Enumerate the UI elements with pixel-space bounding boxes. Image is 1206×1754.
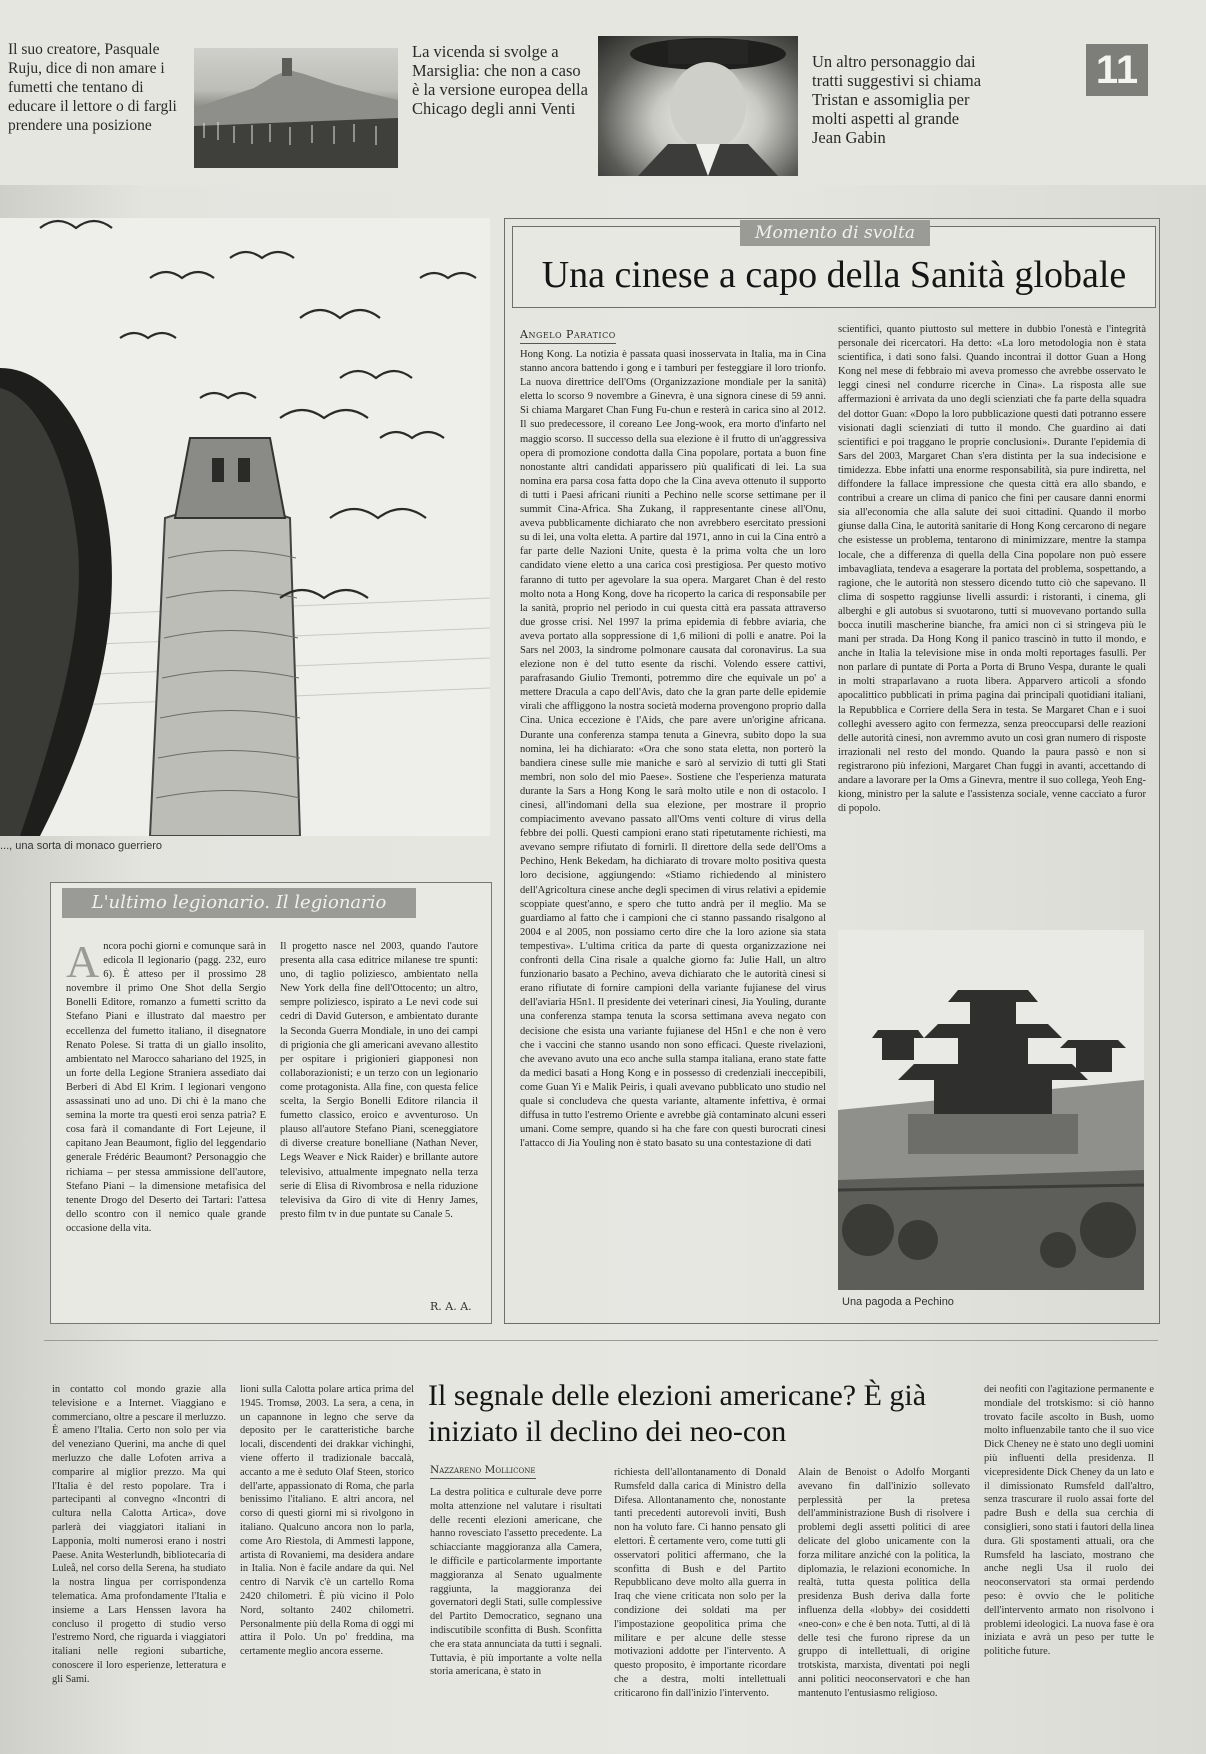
side-article-text-1: ncora pochi giorni e comunque sarà in edicola Il legionario (pagg. 232, euro 6). È atteso per il prossimo 28 novembre il primo One Shot della Sergio Bonelli Editore, romanzo a fumetti scritto da Stefano Piani e illustrato dal maestro per eccellenza del fumetto italiano, il disegnatore Renato Polese. Si tratta di un giallo insolito, ambientato nel Marocco sahariano del 1925, in un forte della Legione Straniera assediato dai Berberi di Abd El Krim. I legionari vengono assassinati uno ad uno. Di chi è la mano che semina la morte tra questi eroi senza patria? E cosa farà il comandante di Fort Lejeune, il capitano Jean Beaumont, figlio del leggendario generale Frédéric Beaumont? Personaggio che richiama – per stessa ammissione dell'autore, Stefano Piani – la dimensione metafisica del tenente Drogo del Deserto dei Tartari: l'attesa dello scontro con il nemico quale grande occasione della vita.: [66, 941, 266, 1234]
pagoda-photo-caption: Una pagoda a Pechino: [842, 1296, 954, 1308]
bottom-column-1: in contatto col mondo grazie alla televisione e a Internet. Viaggiano e commerciano, oltre a pescare il merluzzo. È ameno l'Italia. Certo non solo per via del veneziano Querini, ma anche di quel merluzzo che dalle Lofoten arriva a comparire al miglior prezzo. Ma qui l'Italia è del resto popolare. Tra i partecipanti al convegno «Incontri di cultura nella Calotta Artica», dove parlerà dei viaggiatori italiani in Lapponia, molti numerosi erano i nostri Paese. Anita Westerlundh, bibliotecaria di Luleå, nel corso della Serena, ha studiato la nostra lingua per corrispondenza telematica. Ama profondamente l'Italia e insieme a Lars Henssen lavora ha concluso il progetto di studio verso l'estremo Nord, che riguarda i viaggiatori italiani nelle regioni subartiche, conoscere il loro esperienze, letteratura e gli Sami.: [52, 1384, 226, 1685]
main-article-byline: Angelo Paratico: [520, 328, 616, 344]
strip-caption-left: Il suo creatore, Pasquale Ruju, dice di non amare i fumetti che tentano di educare il lettore o di fargli prendere una posizione: [8, 41, 177, 134]
side-article-column-1: [66, 936, 266, 1236]
main-article-title: Una cinese a capo della Sanità globale: [541, 254, 1127, 296]
main-article-column-1: Hong Kong. La notizia è passata quasi inosservata in Italia, ma in Cina stanno ancora battendo i gong e i tamburi per festeggiare il loro trionfo. La nuova direttrice dell'Oms (Organizzazione mondiale per la sanità) eletta lo scorso 9 novembre a Ginevra, è una signora cinese di 59 anni. Si chiama Margaret Chan Fung Fu-chun e resterà in carica sino al 2012. Il suo predecessore, il coreano Lee Jong-wook, era morto d'infarto nel maggio scorso. Il successo della sua elezione è il frutto di un'aggressiva opera di promozione condotta dalla Cina popolare, portata a buon fine nonostante altri candidati apparissero più qualificati di lei. La sua nomina era parsa cosa fatta dopo che la Cina aveva ottenuto il supporto di tutti i Paesi africani riuniti a Pechino nelle scorse settimane per il summit Cina-Africa. Sha Zukang, il rappresentante cinese all'Onu, aveva pubblicamente dichiarato che non avrebbero esercitato pressioni su di lei, una volta eletta. A partire dal 1971, anno in cui la Cina entrò a far parte delle Nazioni Unite, questa è la prima volta che un loro candidato viene eletto a una carica così prestigiosa. Per questo motivo faranno di tutto per agevolare la sua opera. Margaret Chan è del resto molto nota a Hong Kong, dove ha ricoperto la carica di responsabile per la sanità, proprio nel periodo in cui questa città era passata attraverso due grosse crisi. Nel 1997 la prima epidemia di febbre aviaria, che aveva portato alla soppressione di 1,6 milioni di polli e anatre. Poi la Sars nel 2003, la sindrome polmonare causata dal coronavirus. La sua elezione non è del tutto esente da rischi. Volendo essere cattivi, parafrasando Giulio Tremonti, potremmo dire che equivale un po' a mettere Dracula a capo dell'Avis, dato che la gran parte delle epidemie virali che affliggono la nostra società moderna provengono proprio dalla Cina. Unica eccezione è l'Aids, che pare avere un'origine africana. Durante una conferenza stampa tenuta a Ginevra, subito dopo la sua nomina, lei ha dichiarato: «Ora che sono stata eletta, non porterò la bandiera cinese sulle mie maniche e sarò al servizio di tutti gli Stati membri, non solo del mio Paese». Sostiene che l'esperienza maturata durante la Sars a Hong Kong le sarà molto utile e non di ostacolo. I cinesi, all'indomani della sua elezione, per mostrare il proprio compiacimento avevano passato all'Oms venti colture di virus della febbre dei polli. Questi campioni erano stati ripetutamente richiesti, ma avevano sempre rifiutato di fornirli. Il direttore della sede dell'Oms a Pechino, Henk Bekedam, ha dichiarato di trovare molto positiva questa loro decisione, aggiungendo: «Stiamo richiedendo al ministero dell'Agricoltura cinese anche degli specimen di virus relativi a epidemie scoppiate quest'anno, e spero che tutto andrà per il meglio. Ma se guardiamo al fatto che i campioni che ci stanno passando risalgono al 2004 e al 2005, non possiamo certo dire che la loro azione sia stata tempestiva». L'ultima critica da parte di questa organizzazione nei confronti della Cina risale a qualche giorno fa: Julie Hall, un altro funzionario basato a Pechino, aveva dichiarato che le autorità cinesi si erano rifiutate di fornire campioni della variante fujianese del virus dell'aviaria H5n1. Il presidente dei veterinari cinesi, Jia Youling, durante una conferenza stampa tenuta la scorsa settimana aveva negato con decisione che esista una variante fujianese del H5n1 e che non è vero che i vaccini che stanno usando non sono efficaci. Queste rivelazioni, che avevano avuto una eco anche sulla stampa italiana, erano state fatte da medici basati a Hong Kong e in possesso di credenziali ineccepibili, come Guan Yi e Malik Peiris, i quali avevano pubblicato uno studio nel quale si concludeva che questa variante, altamente infettiva, è ormai diffusa in tutto l'estremo Oriente e avrebbe già contaminato alcuni esseri umani. Come sempre, quando si ha che fare con questi burocrati cinesi l'attacco di Jia Youling non è stato basato su una contestazione di dati: [520, 349, 826, 1150]
dropcap: A: [66, 936, 100, 987]
bottom-article-title: Il segnale delle elezioni americane? È già iniziato il declino dei neo-con: [428, 1379, 927, 1448]
bottom-column-3: La destra politica e culturale deve porre molta attenzione nel valutare i risultati delle recenti elezioni americane, che hanno rovesciato l'assetto precedente. La schiacciante maggioranza alla Camera, le difficile e particolarmente importante maggioranza al Senato ugualmente raggiunta, la maggioranza dei governatori degli Stati, sulle complessive del Partito Democratico, segnano una indiscutibile sconfitta di Bush. Sconfitta che era stata annunciata da tutti i segnali. Tuttavia, è più importante a volte nella storia americana, è stato in: [430, 1487, 602, 1678]
page-number: 11: [1086, 44, 1148, 96]
strip-caption-middle: La vicenda si svolge a Marsiglia: che non a caso è la versione europea della Chicago degli anni Venti: [412, 42, 588, 118]
pagoda-photo: [838, 930, 1144, 1290]
bottom-column-2: lioni sulla Calotta polare artica prima del 1945. Tromsø, 2003. La sera, a cena, in un capannone in legno che serve da deposito per le caratteristiche barche locali, discendenti dei drakkar vichinghi, viene offerto il tradizionale baccalà, accanto a me è seduto Olaf Steen, storico dell'arte, appassionato di Roma, che parla benissimo l'italiano. E altri ancora, nel corso di questi giorni mi si rivolgono in italiano. Qualcuno ancora non lo parla, come Aro Riestola, di Ammesti lappone, artista di Rovaniemi, ma desidera andare in Italia. Non è facile andare da qui. Nel centro di Narvik c'è un cartello Roma 2420 chilometri. È più vicino il Polo Nord, soltanto 2402 chilometri. Personalmente più della Roma di oggi mi attira il Polo. Un po' freddina, ma certamente meglio ancora esserne.: [240, 1384, 414, 1658]
marseille-photo: [194, 48, 398, 168]
side-article-signature: R. A. A.: [430, 1300, 472, 1313]
bottom-divider-top: [44, 1340, 1158, 1341]
side-article-column-2: Il progetto nasce nel 2003, quando l'autore presenta alla casa editrice milanese tre spunti: uno, di taglio poliziesco, ambientato nella New York della fine dell'Ottocento; un altro, sempre poliziesco, ispirato a Le nevi code sui cedri di David Guterson, e ambientato durante la Seconda Guerra Mondiale, in uno dei campi di prigionia che gli americani avevano allestito per ospitare i prigionieri giapponesi non collaborazionisti; e un terzo con un legionario come protagonista. Alla fine, con questa felice scelta, la Sergio Bonelli Editore rilancia il fumetto classico, eroico e avventuroso. Un plauso all'autore Stefano Piani, sceneggiatore di diverse creature bonelliane (Nathan Never, Legs Weaver e Nick Raider) e brillante autore televisivo, attualmente impegnato nella terza serie di Elisa di Rivombrosa e nella riduzione televisiva da Giro di vite di Henry James, presto film tv in due puntate su Canale 5.: [280, 941, 478, 1220]
strip-caption-right: Un altro personaggio dai tratti suggestivi si chiama Tristan e assomiglia per molti aspetti al grande Jean Gabin: [812, 52, 982, 147]
bottom-column-6: dei neofiti con l'agitazione permanente e mondiale del trotskismo: si ciò hanno trovato facile ascolto in Bush, uomo molto influenzabile tanto che il suo vice Dick Cheney ne è stato uno degli uomini più influenti della presidenza. Il vicepresidente Dick Cheney da un lato e il dimissionato Rumsfeld dall'altro, senza trascurare il ruolo assai forte del padre Bush e della sua cerchia di consiglieri, sono stati i fautori della linea dura. Gli spostamenti attuali, ora che Rumsfeld ha lasciato, mostrano che anche negli Usa il ruolo dei neoconservatori sta ormai perdendo peso: è ovvio che le politiche dell'intervento armato non risolvono i problemi ideologici. La nuova fase è ora iniziata e avrà un peso per tutte le politiche future.: [984, 1384, 1154, 1658]
comic-illustration: [0, 218, 490, 836]
main-article-column-2: scientifici, quanto piuttosto sul mettere in dubbio l'onestà e l'integrità personale dei ricercatori. Ha detto: «La loro metodologia non è stata scientifica, i dati sono falsi. Quando incontrai il dottor Guan a Hong Kong nel mese di febbraio mi aveva promesso che avrebbe osservato le leggi cinesi nel condurre ricerche in Cina». La risposta alle sue affermazioni è arrivata da uno degli scienziati che fa parte della squadra del dottor Guan: «Dopo la loro pubblicazione questi dati potranno essere visionati dagli scienziati di tutto il mondo. Che guardino ai dati scientifici e poi traggano le proprie conclusioni». Durante l'epidemia di Sars del 2003, Margaret Chan s'era distinta per la sua indecisione e timidezza. Ebbe infatti una enorme responsabilità, sia pure indiretta, nel diffondere la fallace impressione che questa città era allo sbando, e contribuì a creare un clima di panico che finì per causare danni enormi sia all'economia che alla salute dei suoi cittadini. Quando il morbo giunse dalla Cina, le autorità sanitarie di Hong Kong cercarono di negare che esistesse un problema, tentarono di minimizzare, mentre la stampa locale, che a differenza di quella della Cina popolare non può essere imbavagliata, tendeva a esagerare la portata del problema, sospettando, a ragione, che le autorità non stessero dicendo tutto ciò che sapevano. Il clima di sospetto raggiunse livelli assurdi: i ristoranti, i cinema, gli alberghi e gli autobus si svuotarono, tutti si muovevano portando sulla bocca inutili mascherine bianche, fra amici non ci si stringeva più le mani per strada. Da Hong Kong il panico trascinò in tutto il mondo, e anche in Italia la televisione mise in onda molti reportages fasulli. Per non parlare di puntate di Porta a Porta di Bruno Vespa, durante le quali in molti straparlavano a ruota libera. Apparvero articoli a sfondo apocalittico pubblicati in prima pagina dai principali quotidiani italiani, la Repubblica e Corriere della Sera in testa. Se Margaret Chan e i suoi colleghi avessero agito con fermezza, senza preoccuparsi delle reazioni delle autorità cinesi, non avremmo avuto un così gran numero di risposte irrazionali nel resto del mondo. Quando la paura passò e non si registrarono più infezioni, Margaret Chan fuggì in avanti, accettando di andare a lavorare per la Oms a Ginevra, mentre il suo collega, Yeoh Eng-kiong, ministro per la salute e l'assistenza sociale, venne cacciato a furor di popolo.: [838, 324, 1146, 815]
bottom-column-5: Alain de Benoist o Adolfo Morganti avevano fin dall'inizio sollevato perplessità per la pretesa dell'amministrazione Bush di risolvere i problemi degli assetti politici di aree delicate del globo unicamente con la forza militare anziché con la politica, la diplomazia, le relazioni economiche. In realtà, tutta questa politica della presidenza Bush deriva dalla forte influenza della «lobby» dei cosiddetti «neo-con» e che è ben nota. Tutti, al di là delle tesi che furono riprese da un gruppo di intellettuali, di origine trotskista, marxista, diventati poi negli anni politici neoconservatori e che han mantenuto l'entusiasmo religioso.: [798, 1467, 970, 1699]
main-article-kicker: Momento di svolta: [740, 220, 930, 246]
side-article-kicker: L'ultimo legionario. Il legionario: [62, 888, 416, 918]
bottom-column-4: richiesta dell'allontanamento di Donald Rumsfeld dalla carica di Ministro della Difesa. Allontanamento che, nonostante tanti precedenti autorevoli inviti, Bush non ha voluto fare. Ci hanno pensato gli elettori. È certamente vero, come tutti gli osservatori politici affermano, che la sconfitta di Bush e del Partito Repubblicano deve molto alla guerra in Iraq che viene criticata non solo per la condizione dei soldati ma per l'impostazione geopolitica prima che militare e per alcune delle stesse motivazioni addotte per l'intervento. A questo proposito, è importante ricordare che a destra, molti intellettuali criticarono fin dall'inizio l'intervento.: [614, 1467, 786, 1699]
bottom-article-byline: Nazzareno Mollicone: [430, 1464, 536, 1479]
illustration-caption: ..., una sorta di monaco guerriero: [0, 840, 163, 852]
jean-gabin-portrait-photo: [598, 36, 798, 176]
